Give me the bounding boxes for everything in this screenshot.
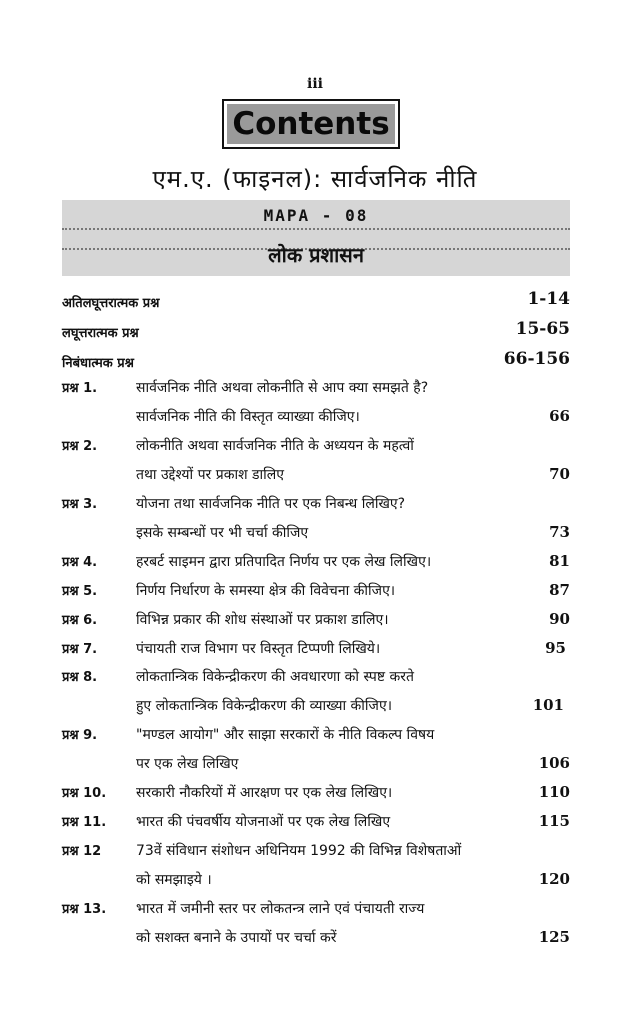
- question-page: 90: [549, 610, 570, 628]
- question-text-line1: योजना तथा सार्वजनिक नीति पर एक निबन्ध लिखिए?: [136, 496, 406, 512]
- question-number: प्रश्न 3.: [62, 497, 98, 512]
- question-page: 70: [549, 465, 570, 483]
- course-code: MAPA - 08: [263, 206, 369, 225]
- question-number: प्रश्न 12: [62, 844, 102, 859]
- toc-question-row[interactable]: [62, 725, 570, 781]
- question-page: 73: [549, 523, 570, 541]
- toc-question-row[interactable]: [62, 841, 570, 897]
- toc-section-row[interactable]: [62, 289, 570, 313]
- question-text-line1: लोकतान्त्रिक विकेन्द्रीकरण की अवधारणा को स्पष्ट करते: [136, 669, 414, 685]
- question-page: 110: [538, 783, 570, 801]
- question-text-line1: विभिन्न प्रकार की शोध संस्थाओं पर प्रकाश डालिए।: [136, 612, 389, 628]
- section-pages: 15-65: [515, 319, 570, 339]
- toc-question-row[interactable]: [62, 436, 570, 492]
- question-number: प्रश्न 13.: [62, 902, 107, 917]
- toc-question-row[interactable]: [62, 494, 570, 550]
- question-page: 106: [538, 754, 570, 772]
- question-text-line1: भारत की पंचवर्षीय योजनाओं पर एक लेख लिखिए: [136, 814, 391, 830]
- toc-question-row[interactable]: [62, 812, 570, 838]
- question-text-line2: हुए लोकतान्त्रिक विकेन्द्रीकरण की व्याख्या कीजिए।: [136, 698, 392, 714]
- question-page: 115: [538, 812, 570, 830]
- section-pages: 66-156: [503, 349, 570, 369]
- section-title: निबंधात्मक प्रश्न: [62, 356, 134, 371]
- question-text-line1: निर्णय निर्धारण के समस्या क्षेत्र की विवेचना कीजिए।: [136, 583, 396, 599]
- toc-section-row[interactable]: [62, 319, 570, 343]
- question-text-line1: सरकारी नौकरियों में आरक्षण पर एक लेख लिखिए।: [136, 785, 393, 801]
- course-band: [62, 200, 570, 276]
- question-text-line2: इसके सम्बन्धों पर भी चर्चा कीजिए: [136, 525, 309, 541]
- subject-title: एम.ए. (फाइनल): सार्वजनिक नीति: [152, 165, 478, 193]
- section-title: अतिलघूत्तरात्मक प्रश्न: [62, 296, 160, 311]
- contents-heading-box: [222, 99, 400, 149]
- question-number: प्रश्न 4.: [62, 555, 98, 570]
- question-number: प्रश्न 10.: [62, 786, 107, 801]
- question-number: प्रश्न 11.: [62, 815, 107, 830]
- course-name: लोक प्रशासन: [268, 243, 364, 267]
- question-number: प्रश्न 6.: [62, 613, 98, 628]
- question-page: 125: [538, 928, 570, 946]
- contents-title: Contents: [227, 104, 395, 144]
- toc-question-row[interactable]: [62, 610, 570, 636]
- toc-question-row[interactable]: [62, 899, 570, 955]
- question-page: 66: [549, 407, 570, 425]
- question-text-line2: को सशक्त बनाने के उपायों पर चर्चा करें: [136, 930, 337, 946]
- question-number: प्रश्न 7.: [62, 642, 98, 657]
- toc-question-row[interactable]: [62, 581, 570, 607]
- toc-question-row[interactable]: [62, 552, 570, 578]
- question-page: 87: [549, 581, 570, 599]
- toc-question-row[interactable]: [62, 667, 570, 723]
- question-page: 81: [549, 552, 570, 570]
- question-text-line1: पंचायती राज विभाग पर विस्तृत टिप्पणी लिखिये।: [136, 641, 381, 657]
- question-text-line1: 73वें संविधान संशोधन अधिनियम 1992 की विभिन्न विशेषताओं: [136, 843, 462, 859]
- question-text-line1: लोकनीति अथवा सार्वजनिक नीति के अध्ययन के महत्वों: [136, 438, 414, 454]
- dotted-divider: [62, 228, 570, 230]
- question-text-line1: सार्वजनिक नीति अथवा लोकनीति से आप क्या समझते है?: [136, 380, 429, 396]
- toc-section-row[interactable]: [62, 349, 570, 373]
- question-number: प्रश्न 2.: [62, 439, 98, 454]
- question-page: 95: [545, 639, 566, 657]
- question-text-line2: को समझाइये ।: [136, 872, 212, 888]
- toc-question-row[interactable]: [62, 378, 570, 434]
- question-number: प्रश्न 1.: [62, 381, 98, 396]
- toc-question-row[interactable]: [62, 639, 570, 665]
- section-title: लघूत्तरात्मक प्रश्न: [62, 326, 139, 341]
- question-number: प्रश्न 8.: [62, 670, 98, 685]
- question-page: 120: [538, 870, 570, 888]
- question-text-line1: हरबर्ट साइमन द्वारा प्रतिपादित निर्णय पर एक लेख लिखिए।: [136, 554, 432, 570]
- question-text-line2: पर एक लेख लिखिए: [136, 756, 239, 772]
- question-text-line1: भारत में जमीनी स्तर पर लोकतन्त्र लाने एवं पंचायती राज्य: [136, 901, 425, 917]
- question-text-line2: सार्वजनिक नीति की विस्तृत व्याख्या कीजिए।: [136, 409, 360, 425]
- question-page: 101: [532, 696, 564, 714]
- section-pages: 1-14: [527, 289, 570, 309]
- question-text-line2: तथा उद्देश्यों पर प्रकाश डालिए: [136, 467, 285, 483]
- question-number: प्रश्न 5.: [62, 584, 98, 599]
- toc-question-row[interactable]: [62, 783, 570, 809]
- page-number: iii: [307, 76, 323, 92]
- question-text-line1: "मण्डल आयोग" और साझा सरकारों के नीति विकल्प विषय: [136, 727, 435, 743]
- question-number: प्रश्न 9.: [62, 728, 98, 743]
